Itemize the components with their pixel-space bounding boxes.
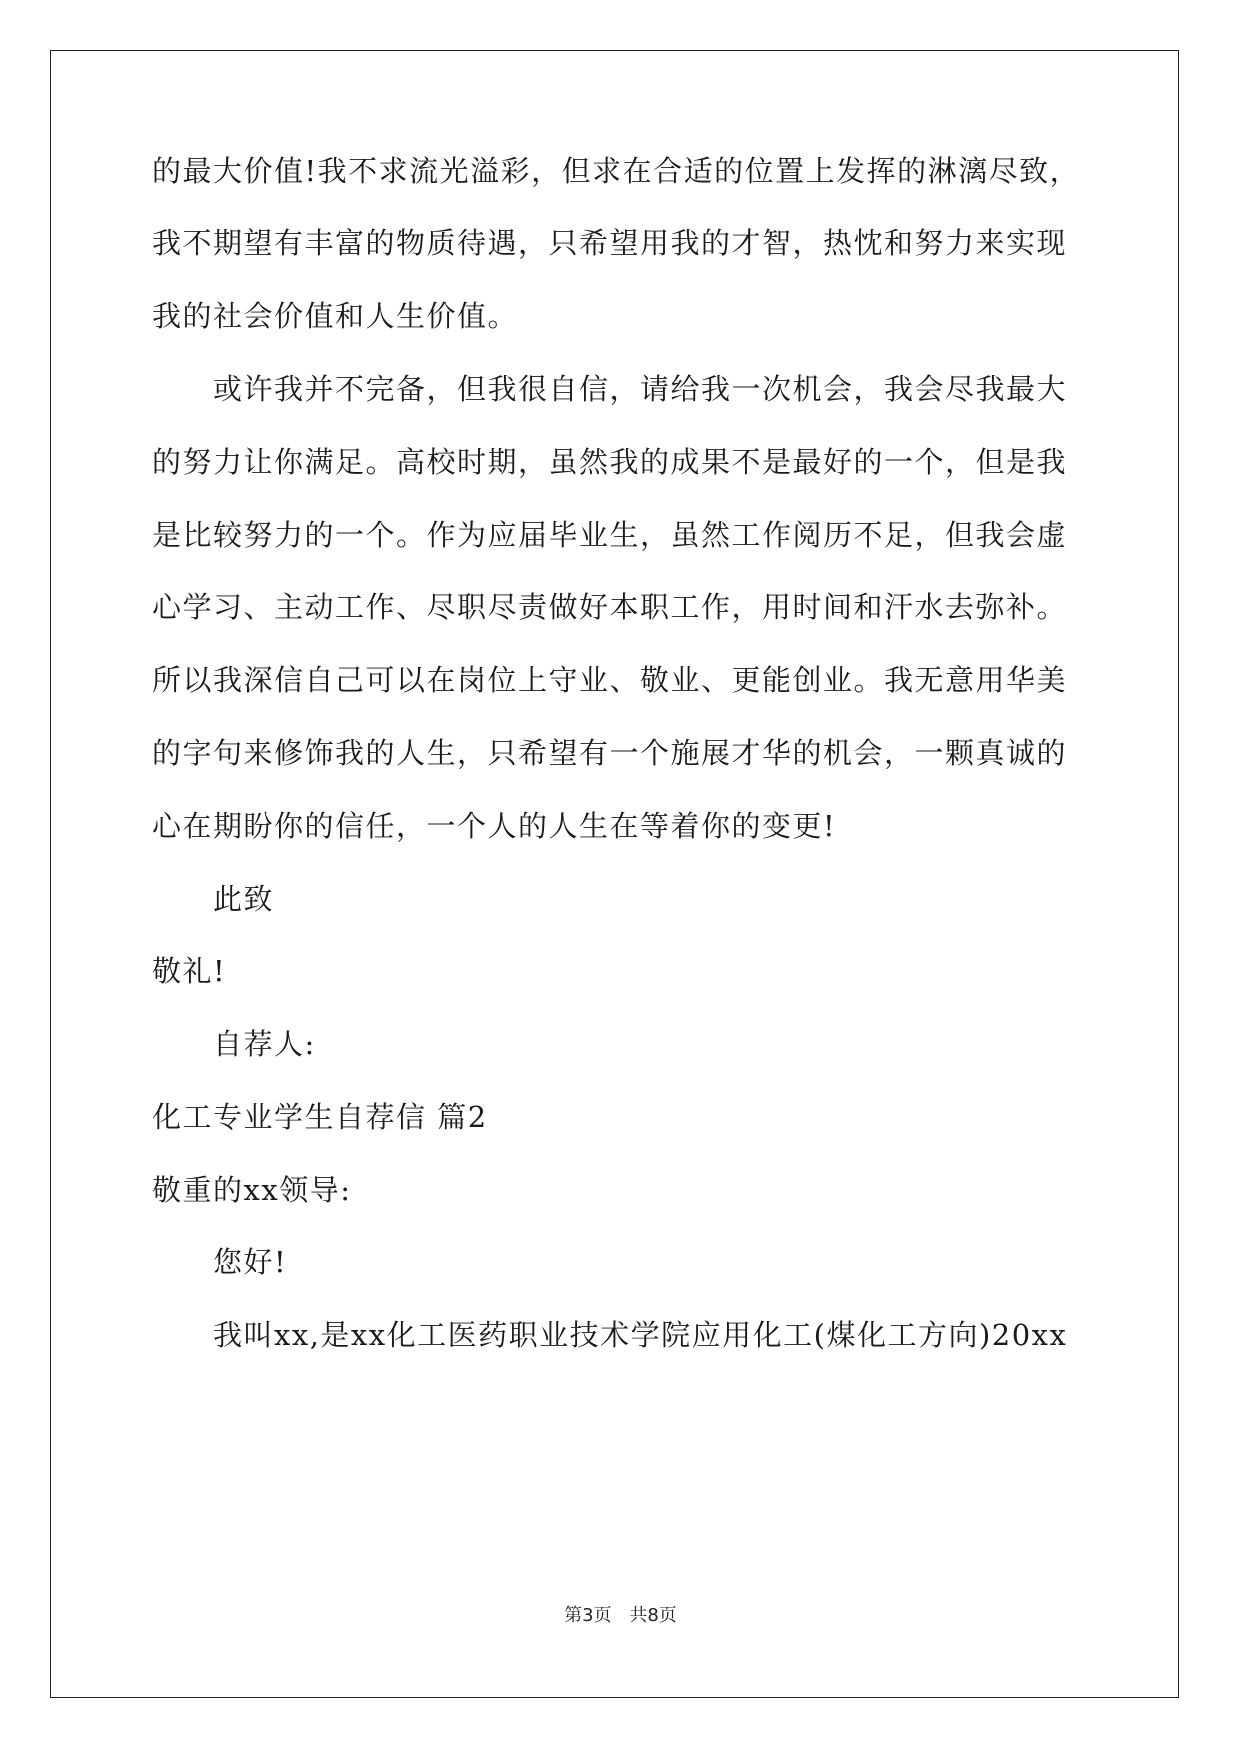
text-line: 的努力让你满足。高校时期，虽然我的成果不是最好的一个，但是我 bbox=[152, 445, 1068, 479]
salutation-line: 敬礼! bbox=[152, 954, 227, 988]
closing-line: 此致 bbox=[213, 882, 275, 916]
text-line: 我叫xx,是xx化工医药职业技术学院应用化工(煤化工方向)20xx bbox=[213, 1318, 1068, 1352]
text-line: 的最大价值!我不求流光溢彩，但求在合适的位置上发挥的淋漓尽致， bbox=[152, 154, 1081, 188]
section-title: 化工专业学生自荐信 篇2 bbox=[152, 1100, 488, 1134]
text-line: 是比较努力的一个。作为应届毕业生，虽然工作阅历不足，但我会虚 bbox=[152, 518, 1068, 552]
page-footer bbox=[0, 1601, 1241, 1627]
text-line: 的字句来修饰我的人生，只希望有一个施展才华的机会，一颗真诚的 bbox=[152, 736, 1068, 770]
text-line: 所以我深信自己可以在岗位上守业、敬业、更能创业。我无意用华美 bbox=[152, 663, 1068, 697]
page-number-current: 第3页 bbox=[564, 1605, 612, 1626]
greeting-line: 敬重的xx领导: bbox=[152, 1173, 352, 1207]
text-line: 我的社会价值和人生价值。 bbox=[152, 299, 519, 333]
text-line: 或许我并不完备，但我很自信，请给我一次机会，我会尽我最大 bbox=[213, 372, 1068, 406]
text-line: 我不期望有丰富的物质待遇，只希望用我的才智，热忱和努力来实现 bbox=[152, 226, 1068, 260]
page-number-total: 共8页 bbox=[629, 1605, 677, 1626]
signature-line: 自荐人: bbox=[213, 1027, 316, 1061]
greeting-line: 您好! bbox=[213, 1245, 288, 1279]
text-line: 心在期盼你的信任，一个人的人生在等着你的变更! bbox=[152, 809, 837, 843]
text-line: 心学习、主动工作、尽职尽责做好本职工作，用时间和汗水去弥补。 bbox=[152, 590, 1068, 624]
